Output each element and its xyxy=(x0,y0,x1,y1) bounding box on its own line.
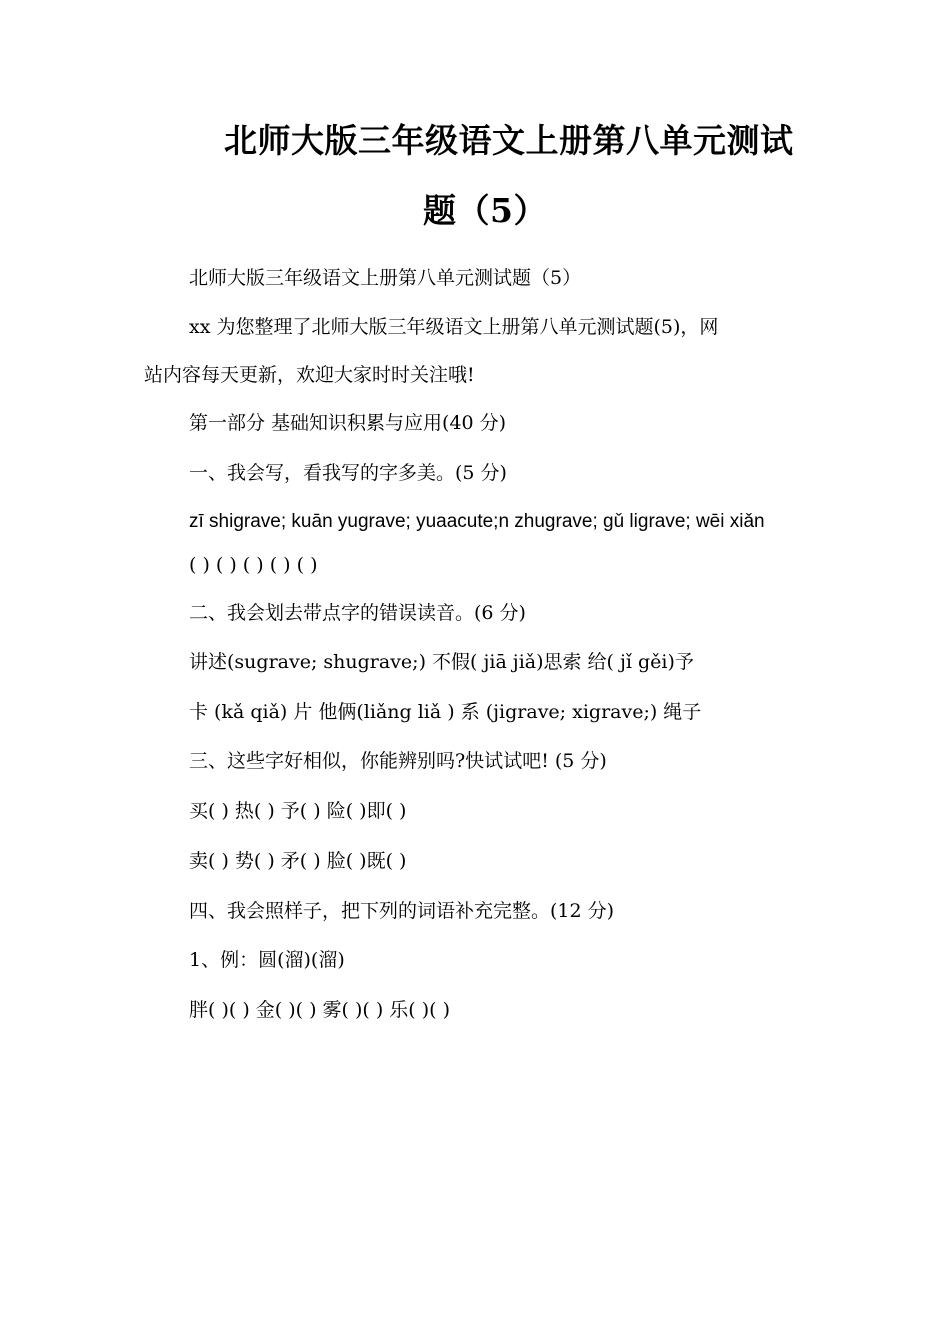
question-1-heading: 一、我会写，看我写的字多美。(5 分) xyxy=(189,462,507,484)
question-2-line-2: 卡 (kǎ qiǎ) 片 他俩(liǎng liǎ ) 系 (jigrave; xigrave;) 绳子 xyxy=(189,701,702,723)
paragraph-intro-line-1: xx 为您整理了北师大版三年级语文上册第八单元测试题(5)，网 xyxy=(189,316,719,338)
question-4-example: 1、例：圆(溜)(溜) xyxy=(189,949,345,971)
paragraph-subtitle: 北师大版三年级语文上册第八单元测试题（5） xyxy=(189,267,582,289)
question-3-heading: 三、这些字好相似，你能辨别吗?快试试吧! (5 分) xyxy=(189,750,607,772)
question-1-blanks: ( ) ( ) ( ) ( ) ( ) xyxy=(189,554,318,576)
question-2-heading: 二、我会划去带点字的错误读音。(6 分) xyxy=(189,602,526,624)
question-3-line-2: 卖( ) 势( ) 矛( ) 脸( )既( ) xyxy=(189,850,407,872)
paragraph-intro-line-2: 站内容每天更新，欢迎大家时时关注哦! xyxy=(144,364,475,386)
question-4-heading: 四、我会照样子，把下列的词语补充完整。(12 分) xyxy=(189,900,615,922)
question-2-line-1: 讲述(sugrave; shugrave;) 不假( jiā jiǎ)思索 给( jǐ gěi)予 xyxy=(189,651,694,673)
question-1-pinyin: zī shigrave; kuān yugrave; yuaacute;n zhugrave; gǔ ligrave; wēi xiǎn xyxy=(189,511,765,532)
question-3-line-1: 买( ) 热( ) 予( ) 险( )即( ) xyxy=(189,800,407,822)
document-title-line-1: 北师大版三年级语文上册第八单元测试 xyxy=(224,121,794,160)
section-heading-part-1: 第一部分 基础知识积累与应用(40 分) xyxy=(189,412,507,434)
question-4-blanks: 胖( )( ) 金( )( ) 雾( )( ) 乐( )( ) xyxy=(189,999,451,1021)
document-title-line-2: 题（5） xyxy=(423,191,547,230)
